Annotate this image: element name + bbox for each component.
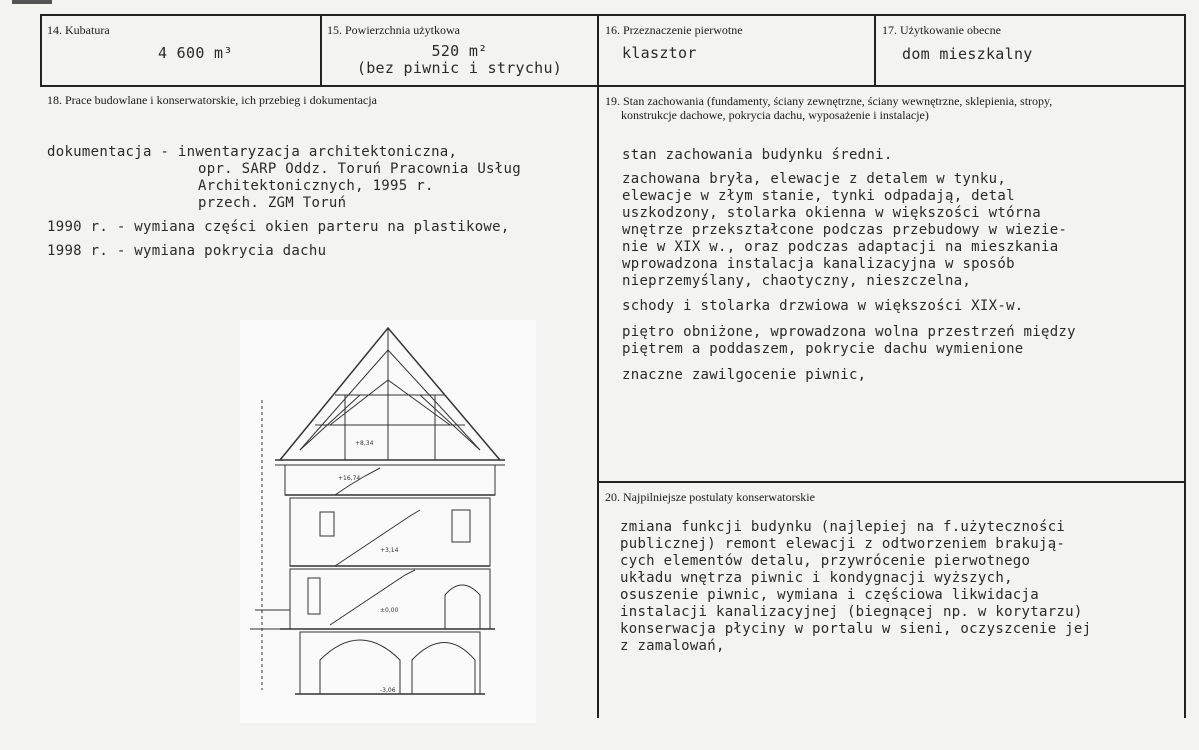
field-19-p2-l3: uszkodzony, stolarka okienna w większości wtórna xyxy=(622,205,1041,221)
field-20-l4: układu wnętrza piwnic i kondygnacji wyższych, xyxy=(620,570,1013,586)
field-20-l2: publicznej) remont elewacji z odtworzeniem brakują- xyxy=(620,536,1066,552)
field-18-doc-line2: opr. SARP Oddz. Toruń Pracownia Usług xyxy=(198,161,521,177)
field-20-label: 20. Najpilniejsze postulaty konserwatorskie xyxy=(605,490,815,504)
field-19-p2-l7: nieprzemyślany, chaotyczny, nieszczelna, xyxy=(622,273,972,289)
field-19-label-line1: 19. Stan zachowania (fundamenty, ściany zewnętrzne, ściany wewnętrzne, sklepienia, stropy, xyxy=(605,94,1053,108)
field-19-p2-l1: zachowana bryła, elewacje z detalem w tynku, xyxy=(622,171,1007,187)
elevation-label-5: -3,06 xyxy=(380,687,396,694)
field-18-doc-line3: Architektonicznych, 1995 r. xyxy=(198,178,434,194)
field-18-work-2: 1998 r. - wymiana pokrycia dachu xyxy=(47,243,327,259)
field-16-value: klasztor xyxy=(622,44,697,62)
top-edge-mark xyxy=(12,0,52,4)
row-divider-20 xyxy=(597,481,1186,483)
row-divider-1 xyxy=(40,85,1186,87)
field-20-l5: osuszenie piwnic, wymiana i częściowa likwidacja xyxy=(620,587,1039,603)
field-19-p2-l6: wprowadzona instalacja kanalizacyjna w sposób xyxy=(622,256,1015,272)
field-14-value: 4 600 m³ xyxy=(158,44,233,62)
elevation-label-2: +8,34 xyxy=(355,440,374,447)
field-16-label: 16. Przeznaczenie pierwotne xyxy=(605,23,743,37)
field-19-p1: stan zachowania budynku średni. xyxy=(622,147,893,163)
field-19-p2-l4: wnętrze przekształcone podczas przebudowy w wiezie- xyxy=(622,222,1068,238)
field-20-l6: instalacji kanalizacyjnej (biegnącej np. w korytarzu) xyxy=(620,604,1083,620)
field-18-doc-line1: dokumentacja - inwentaryzacja architektoniczna, xyxy=(47,144,458,160)
cross-section-svg xyxy=(240,320,536,723)
field-20-l7: konserwacja płyciny w portalu w sieni, oczyszcenie jej xyxy=(620,621,1092,637)
field-19-p2-l2: elewacje w złym stanie, tynki odpadają, detal xyxy=(622,188,1015,204)
field-19-label-line2: konstrukcje dachowe, pokrycia dachu, wyposażenie i instalacje) xyxy=(621,108,929,122)
col-divider-16 xyxy=(597,14,599,718)
field-15-label: 15. Powierzchnia użytkowa xyxy=(327,23,460,37)
field-18-work-1: 1990 r. - wymiana części okien parteru na plastikowe, xyxy=(47,219,510,235)
field-18-doc-line4: przech. ZGM Toruń xyxy=(198,195,347,211)
field-17-label: 17. Użytkowanie obecne xyxy=(882,23,1001,37)
field-18-label: 18. Prace budowlane i konserwatorskie, ich przebieg i dokumentacja xyxy=(47,93,377,107)
field-19-p5: znaczne zawilgocenie piwnic, xyxy=(622,367,867,383)
right-border xyxy=(1184,14,1186,718)
field-19-p3: schody i stolarka drzwiowa w większości XIX-w. xyxy=(622,298,1024,314)
field-19-p2-l5: nie w XIX w., oraz podczas adaptacji na mieszkania xyxy=(622,239,1059,255)
field-20-l3: cych elementów detalu, przywrócenie pierwotnego xyxy=(620,553,1031,569)
elevation-label-3: +3,14 xyxy=(380,547,399,554)
field-14-label: 14. Kubatura xyxy=(47,23,110,37)
top-border xyxy=(40,14,1186,16)
field-15-value-line2: (bez piwnic i strychu) xyxy=(356,59,563,77)
col-divider-17 xyxy=(874,14,876,85)
elevation-label-1: +16,74 xyxy=(338,475,361,482)
field-20-l1: zmiana funkcji budynku (najlepiej na f.użyteczności xyxy=(620,519,1066,535)
building-cross-section-drawing xyxy=(240,320,536,723)
left-border xyxy=(40,14,42,87)
field-19-p4-l1: piętro obniżone, wprowadzona wolna przestrzeń między xyxy=(622,324,1076,340)
field-19-p4-l2: piętrem a poddaszem, pokrycie dachu wymienione xyxy=(622,341,1024,357)
field-15-value-line1: 520 m² xyxy=(431,42,488,60)
elevation-label-4: ±0,00 xyxy=(380,607,399,614)
field-17-value: dom mieszkalny xyxy=(902,45,1033,63)
field-20-l8: z zamalowań, xyxy=(620,638,725,654)
